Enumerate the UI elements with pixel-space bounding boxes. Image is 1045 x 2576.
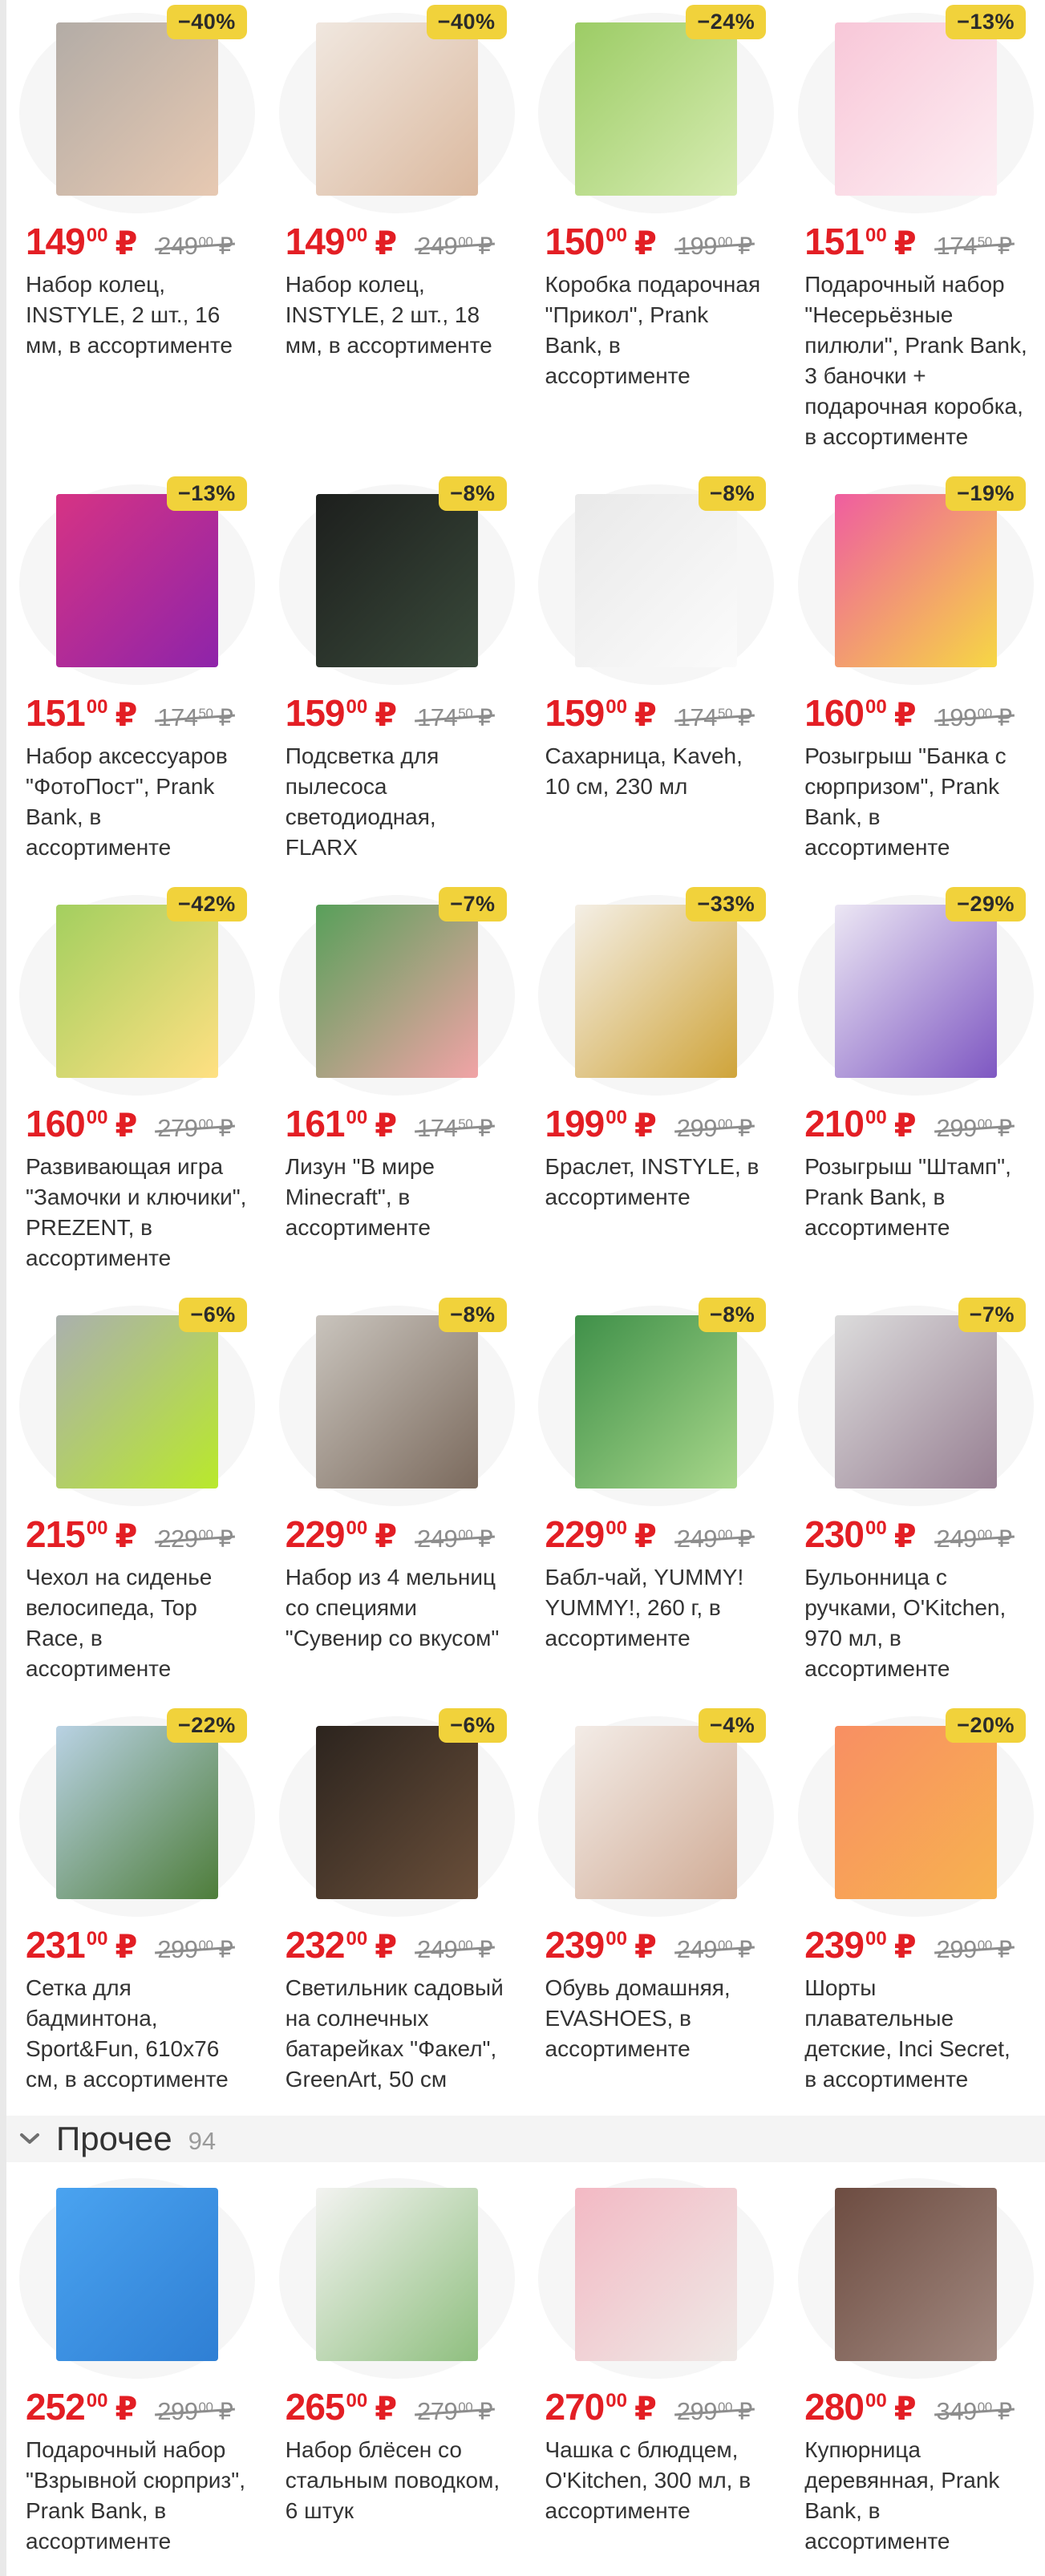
ruble-sign: ₽ <box>375 1108 397 1144</box>
discount-badge: −22% <box>167 1708 247 1743</box>
section-title: Прочее <box>56 2120 172 2157</box>
product-title[interactable]: Сетка для бадминтона, Sport&Fun, 610x76 см, в ассортименте <box>26 1975 229 2092</box>
ruble-sign: ₽ <box>634 226 656 261</box>
price-row <box>285 1923 508 1966</box>
product-media <box>545 0 768 212</box>
discount-badge: −42% <box>167 887 247 921</box>
product-card[interactable] <box>785 472 1045 882</box>
product-card[interactable] <box>6 1703 266 2114</box>
price-row <box>545 1513 768 1553</box>
ruble-sign: ₽ <box>478 706 493 731</box>
ruble-sign: ₽ <box>218 234 233 260</box>
minecraft-slime-package[interactable] <box>316 905 478 1078</box>
ruble-sign: ₽ <box>893 698 916 733</box>
current-price: $159^{00}$ ₽ <box>545 692 656 734</box>
old-price: $174^{50}$ ₽ <box>417 703 493 731</box>
old-price: $249^{00}$ ₽ <box>936 1525 1012 1553</box>
price-row <box>545 220 768 260</box>
silver-rings-on-fingers-photo[interactable] <box>316 22 478 196</box>
product-card[interactable] <box>785 882 1045 1293</box>
chevron-down-icon[interactable] <box>19 2132 40 2145</box>
discount-badge: −20% <box>946 1708 1026 1743</box>
ruble-sign: ₽ <box>115 698 137 733</box>
discount-badge: −8% <box>699 1298 766 1332</box>
product-grid-prochee <box>6 2165 1045 2576</box>
old-price: $279^{00}$ ₽ <box>417 2397 493 2425</box>
product-title[interactable]: Шорты плавательные детские, Inci Secret, в ассортименте <box>804 1975 1011 2092</box>
ruble-sign: ₽ <box>478 2400 493 2425</box>
ruble-sign: ₽ <box>893 1519 916 1554</box>
old-price: $299^{00}$ ₽ <box>676 2397 752 2425</box>
product-card[interactable] <box>6 1293 266 1703</box>
product-card[interactable] <box>266 0 526 472</box>
price-row <box>804 1513 1027 1553</box>
old-price: $229^{00}$ ₽ <box>157 1525 233 1553</box>
discount-badge: −4% <box>699 1708 766 1743</box>
product-card[interactable] <box>6 2165 266 2576</box>
price-row <box>804 2385 1027 2428</box>
current-price: $149^{00}$ ₽ <box>285 221 397 262</box>
ruble-sign: ₽ <box>115 1108 137 1144</box>
current-price: $239^{00}$ ₽ <box>545 1924 656 1966</box>
discount-badge: −8% <box>439 476 506 511</box>
discount-badge: −7% <box>958 1298 1026 1332</box>
discount-badge: −19% <box>946 476 1026 511</box>
product-title[interactable]: Набор аксессуаров "ФотоПост", Prank Bank, в ассортименте <box>26 743 228 860</box>
product-media <box>804 1703 1027 1915</box>
product-media <box>804 1293 1027 1505</box>
ruble-sign: ₽ <box>997 1116 1012 1142</box>
discount-badge: −13% <box>167 476 247 511</box>
old-price: $249^{00}$ ₽ <box>157 232 233 260</box>
product-title[interactable]: Розыгрыш "Штамп", Prank Bank, в ассортименте <box>804 1154 1011 1240</box>
garden-torch-light-photo[interactable] <box>316 1726 478 1899</box>
current-price: $151^{00}$ ₽ <box>804 221 916 262</box>
product-media <box>545 1293 768 1505</box>
product-media <box>804 472 1027 683</box>
product-title[interactable]: Набор колец, INSTYLE, 2 шт., 18 мм, в ассортименте <box>285 272 492 358</box>
ruble-sign: ₽ <box>997 234 1012 260</box>
ruble-sign: ₽ <box>375 1519 397 1554</box>
product-card[interactable] <box>6 882 266 1293</box>
ruble-sign: ₽ <box>115 226 137 261</box>
ruble-sign: ₽ <box>737 1116 752 1142</box>
old-price: $299^{00}$ ₽ <box>936 1935 1012 1963</box>
product-card[interactable] <box>526 882 786 1293</box>
current-price: $151^{00}$ ₽ <box>26 692 137 734</box>
ruble-sign: ₽ <box>893 2392 916 2427</box>
catalog-content <box>6 0 1045 2576</box>
old-price: $249^{00}$ ₽ <box>676 1935 752 1963</box>
old-price: $299^{00}$ ₽ <box>157 2397 233 2425</box>
product-media <box>286 1703 508 1915</box>
locks-and-keys-game-photo[interactable] <box>56 905 218 1078</box>
current-price: $239^{00}$ ₽ <box>804 1924 916 1966</box>
purple-soup-bowl-photo[interactable] <box>835 1315 997 1488</box>
product-title[interactable]: Обувь домашняя, EVASHOES, в ассортименте <box>545 1975 731 2061</box>
product-title[interactable]: Подсветка для пылесоса светодиодная, FLARX <box>285 743 439 860</box>
section-count: 94 <box>188 2127 217 2155</box>
current-price: $160^{00}$ ₽ <box>26 1103 137 1144</box>
product-media <box>26 882 249 1094</box>
bike-seat-cover-photo[interactable] <box>56 1315 218 1488</box>
price-row <box>545 2385 768 2428</box>
discount-badge: −7% <box>439 887 506 921</box>
product-title[interactable]: Сахарница, Kaveh, 10 см, 230 мл <box>545 743 743 799</box>
old-price: $249^{00}$ ₽ <box>417 1525 493 1553</box>
discount-badge: −6% <box>179 1298 246 1332</box>
product-title[interactable]: Лизун "В мире Minecraft", в ассортименте <box>285 1154 435 1240</box>
ruble-sign: ₽ <box>478 1116 493 1142</box>
discount-badge: −40% <box>427 5 507 39</box>
ruble-sign: ₽ <box>375 2392 397 2427</box>
price-row <box>545 1102 768 1142</box>
product-title[interactable]: Чашка с блюдцем, O'Kitchen, 300 мл, в ассортименте <box>545 2437 751 2523</box>
current-price: $229^{00}$ ₽ <box>285 1513 397 1555</box>
product-card[interactable] <box>526 0 786 472</box>
product-card[interactable] <box>266 1703 526 2114</box>
old-price: $299^{00}$ ₽ <box>676 1114 752 1142</box>
price-row <box>804 691 1027 734</box>
product-media <box>286 472 508 683</box>
pink-tulip-cup-photo[interactable] <box>575 2188 737 2361</box>
ruble-sign: ₽ <box>375 226 397 261</box>
current-price: $252^{00}$ ₽ <box>26 2386 137 2428</box>
product-card[interactable] <box>526 472 786 882</box>
prank-pills-gift-set-package[interactable] <box>835 22 997 196</box>
product-media <box>545 472 768 683</box>
product-card[interactable] <box>266 1293 526 1703</box>
price-row <box>285 2385 508 2428</box>
product-media <box>804 2165 1027 2377</box>
price-row <box>26 1923 249 1966</box>
price-row <box>26 691 249 734</box>
ruble-sign: ₽ <box>218 706 233 731</box>
ruble-sign: ₽ <box>737 1938 752 1963</box>
price-row <box>545 1923 768 1966</box>
ruble-sign: ₽ <box>478 1938 493 1963</box>
product-title[interactable]: Развивающая игра "Замочки и ключики", PREZENT, в ассортименте <box>26 1154 247 1270</box>
ruble-sign: ₽ <box>634 1108 656 1144</box>
product-media <box>286 1293 508 1505</box>
old-price: $199^{00}$ ₽ <box>676 232 752 260</box>
glass-sugar-bowl-photo[interactable] <box>575 494 737 667</box>
current-price: $210^{00}$ ₽ <box>804 1103 916 1144</box>
product-card[interactable] <box>6 0 266 472</box>
price-row <box>804 220 1027 260</box>
old-price: $174^{50}$ ₽ <box>676 703 752 731</box>
product-card[interactable] <box>526 1703 786 2114</box>
prank-stamp-package[interactable] <box>835 905 997 1078</box>
current-price: $161^{00}$ ₽ <box>285 1103 397 1144</box>
wooden-money-box-kit-photo[interactable] <box>835 2188 997 2361</box>
product-title[interactable]: Набор из 4 мельниц со специями "Сувенир со вкусом" <box>285 1565 500 1651</box>
old-price: $174^{50}$ ₽ <box>936 232 1012 260</box>
ruble-sign: ₽ <box>218 1527 233 1553</box>
ruble-sign: ₽ <box>737 1527 752 1553</box>
ruble-sign: ₽ <box>375 698 397 733</box>
price-row <box>26 220 249 260</box>
current-price: $199^{00}$ ₽ <box>545 1103 656 1144</box>
product-title[interactable]: Чехол на сиденье велосипеда, Top Race, в ассортименте <box>26 1565 213 1681</box>
old-price: $299^{00}$ ₽ <box>157 1935 233 1963</box>
price-row <box>286 1102 508 1142</box>
current-price: $215^{00}$ ₽ <box>26 1513 137 1555</box>
ruble-sign: ₽ <box>115 1930 137 1965</box>
product-title[interactable]: Бульонница с ручками, O'Kitchen, 970 мл, в ассортименте <box>804 1565 1007 1681</box>
current-price: $149^{00}$ ₽ <box>26 221 137 262</box>
product-title[interactable]: Купюрница деревянная, Prank Bank, в ассортименте <box>804 2437 1000 2554</box>
old-price: $199^{00}$ ₽ <box>936 703 1012 731</box>
product-card[interactable] <box>266 882 526 1293</box>
price-row <box>286 1513 508 1553</box>
product-card[interactable] <box>785 2165 1045 2576</box>
product-card[interactable] <box>526 2165 786 2576</box>
fotopost-accessory-kit-package[interactable] <box>56 494 218 667</box>
product-media <box>545 882 768 1094</box>
product-card[interactable] <box>785 0 1045 472</box>
section-header-prochee[interactable] <box>6 2116 1045 2162</box>
ruble-sign: ₽ <box>893 226 916 261</box>
discount-badge: −6% <box>439 1708 506 1743</box>
ruble-sign: ₽ <box>893 1108 916 1144</box>
old-price: $249^{00}$ ₽ <box>417 232 493 260</box>
ruble-sign: ₽ <box>997 1938 1012 1963</box>
product-media <box>804 882 1027 1094</box>
ruble-sign: ₽ <box>997 1527 1012 1553</box>
ruble-sign: ₽ <box>634 698 656 733</box>
ruble-sign: ₽ <box>997 706 1012 731</box>
discount-badge: −13% <box>946 5 1026 39</box>
price-row <box>26 1513 249 1553</box>
ruble-sign: ₽ <box>115 1519 137 1554</box>
ruble-sign: ₽ <box>218 1938 233 1963</box>
ruble-sign: ₽ <box>634 2392 656 2427</box>
discount-badge: −8% <box>439 1298 506 1332</box>
price-row <box>804 1923 1027 1966</box>
current-price: $265^{00}$ ₽ <box>285 2386 397 2428</box>
bubble-tea-panda-package[interactable] <box>575 1315 737 1488</box>
old-price: $299^{00}$ ₽ <box>936 1114 1012 1142</box>
current-price: $270^{00}$ ₽ <box>545 2386 656 2428</box>
ruble-sign: ₽ <box>115 2392 137 2427</box>
product-media <box>545 2165 768 2377</box>
current-price: $231^{00}$ ₽ <box>26 1924 137 1966</box>
old-price: $174^{50}$ ₽ <box>157 703 233 731</box>
discount-badge: −8% <box>699 476 766 511</box>
ruble-sign: ₽ <box>478 1527 493 1553</box>
product-media <box>26 1293 249 1505</box>
product-title[interactable]: Розыгрыш "Банка с сюрпризом", Prank Bank, в ассортименте <box>804 743 1007 860</box>
current-price: $229^{00}$ ₽ <box>545 1513 656 1555</box>
product-media <box>26 472 249 683</box>
ruble-sign: ₽ <box>218 2400 233 2425</box>
old-price: $174^{50}$ ₽ <box>417 1114 493 1142</box>
ruble-sign: ₽ <box>634 1930 656 1965</box>
price-row <box>26 2385 249 2428</box>
vacuum-led-light-package[interactable] <box>316 494 478 667</box>
price-row <box>285 691 508 734</box>
product-media <box>804 0 1027 212</box>
old-price: $279^{00}$ ₽ <box>157 1114 233 1142</box>
home-slippers-photo[interactable] <box>575 1726 737 1899</box>
explosive-surprise-gift-box-package[interactable] <box>56 2188 218 2361</box>
product-media <box>286 2165 508 2377</box>
product-card[interactable] <box>785 1703 1045 2114</box>
product-card[interactable] <box>266 472 526 882</box>
badminton-net-outdoor-photo[interactable] <box>56 1726 218 1899</box>
ruble-sign: ₽ <box>375 1930 397 1965</box>
product-title[interactable]: Коробка подарочная "Прикол", Prank Bank, в ассортименте <box>545 272 761 388</box>
fishing-lures-blister-photo[interactable] <box>316 2188 478 2361</box>
product-title[interactable]: Подарочный набор "Взрывной сюрприз", Prank Bank, в ассортименте <box>26 2437 245 2554</box>
product-media <box>26 0 249 212</box>
product-title[interactable]: Бабл-чай, YUMMY! YUMMY!, 260 г, в ассортименте <box>545 1565 744 1651</box>
product-card[interactable] <box>785 1293 1045 1703</box>
current-price: $232^{00}$ ₽ <box>285 1924 397 1966</box>
gold-bracelet-photo[interactable] <box>575 905 737 1078</box>
old-price: $249^{00}$ ₽ <box>417 1935 493 1963</box>
product-card[interactable] <box>266 2165 526 2576</box>
price-row <box>545 691 768 734</box>
product-media <box>26 2165 249 2377</box>
discount-badge: −33% <box>686 887 766 921</box>
price-row <box>286 220 508 260</box>
discount-badge: −24% <box>686 5 766 39</box>
silver-rings-on-hand-photo[interactable] <box>56 22 218 196</box>
product-title[interactable]: Набор блёсен со стальным поводком, 6 штук <box>285 2437 500 2523</box>
snake-in-jar-prank-package[interactable] <box>835 494 997 667</box>
discount-badge: −40% <box>167 5 247 39</box>
product-title[interactable]: Светильник садовый на солнечных батарейках "Факел", GreenArt, 50 см <box>285 1975 504 2092</box>
current-price: $160^{00}$ ₽ <box>804 692 916 734</box>
price-row <box>804 1102 1027 1142</box>
product-grid <box>6 0 1045 2114</box>
discount-badge: −29% <box>946 887 1026 921</box>
ruble-sign: ₽ <box>737 2400 752 2425</box>
product-title[interactable]: Подарочный набор "Несерьёзные пилюли", Prank Bank, 3 баночки + подарочная коробка, в ассортименте <box>804 272 1027 449</box>
current-price: $280^{00}$ ₽ <box>804 2386 916 2428</box>
current-price: $159^{00}$ ₽ <box>285 692 397 734</box>
old-price: $349^{00}$ ₽ <box>936 2397 1012 2425</box>
ruble-sign: ₽ <box>218 1116 233 1142</box>
product-title[interactable]: Набор колец, INSTYLE, 2 шт., 16 мм, в ассортименте <box>26 272 233 358</box>
spice-mills-set-photo[interactable] <box>316 1315 478 1488</box>
product-card[interactable] <box>6 472 266 882</box>
current-price: $150^{00}$ ₽ <box>545 221 656 262</box>
current-price: $230^{00}$ ₽ <box>804 1513 916 1555</box>
product-card[interactable] <box>526 1293 786 1703</box>
product-media <box>26 1703 249 1915</box>
product-title[interactable]: Браслет, INSTYLE, в ассортименте <box>545 1154 759 1209</box>
product-media <box>545 1703 768 1915</box>
ruble-sign: ₽ <box>893 1930 916 1965</box>
ruble-sign: ₽ <box>478 234 493 260</box>
price-row <box>26 1102 249 1142</box>
product-media <box>286 882 508 1094</box>
ruble-sign: ₽ <box>634 1519 656 1554</box>
page-left-gutter <box>0 0 6 2576</box>
kids-swim-shorts-photo[interactable] <box>835 1726 997 1899</box>
ruble-sign: ₽ <box>737 706 752 731</box>
product-media <box>286 0 508 212</box>
ruble-sign: ₽ <box>737 234 752 260</box>
old-price: $249^{00}$ ₽ <box>676 1525 752 1553</box>
prank-gift-box-package[interactable] <box>575 22 737 196</box>
ruble-sign: ₽ <box>997 2400 1012 2425</box>
